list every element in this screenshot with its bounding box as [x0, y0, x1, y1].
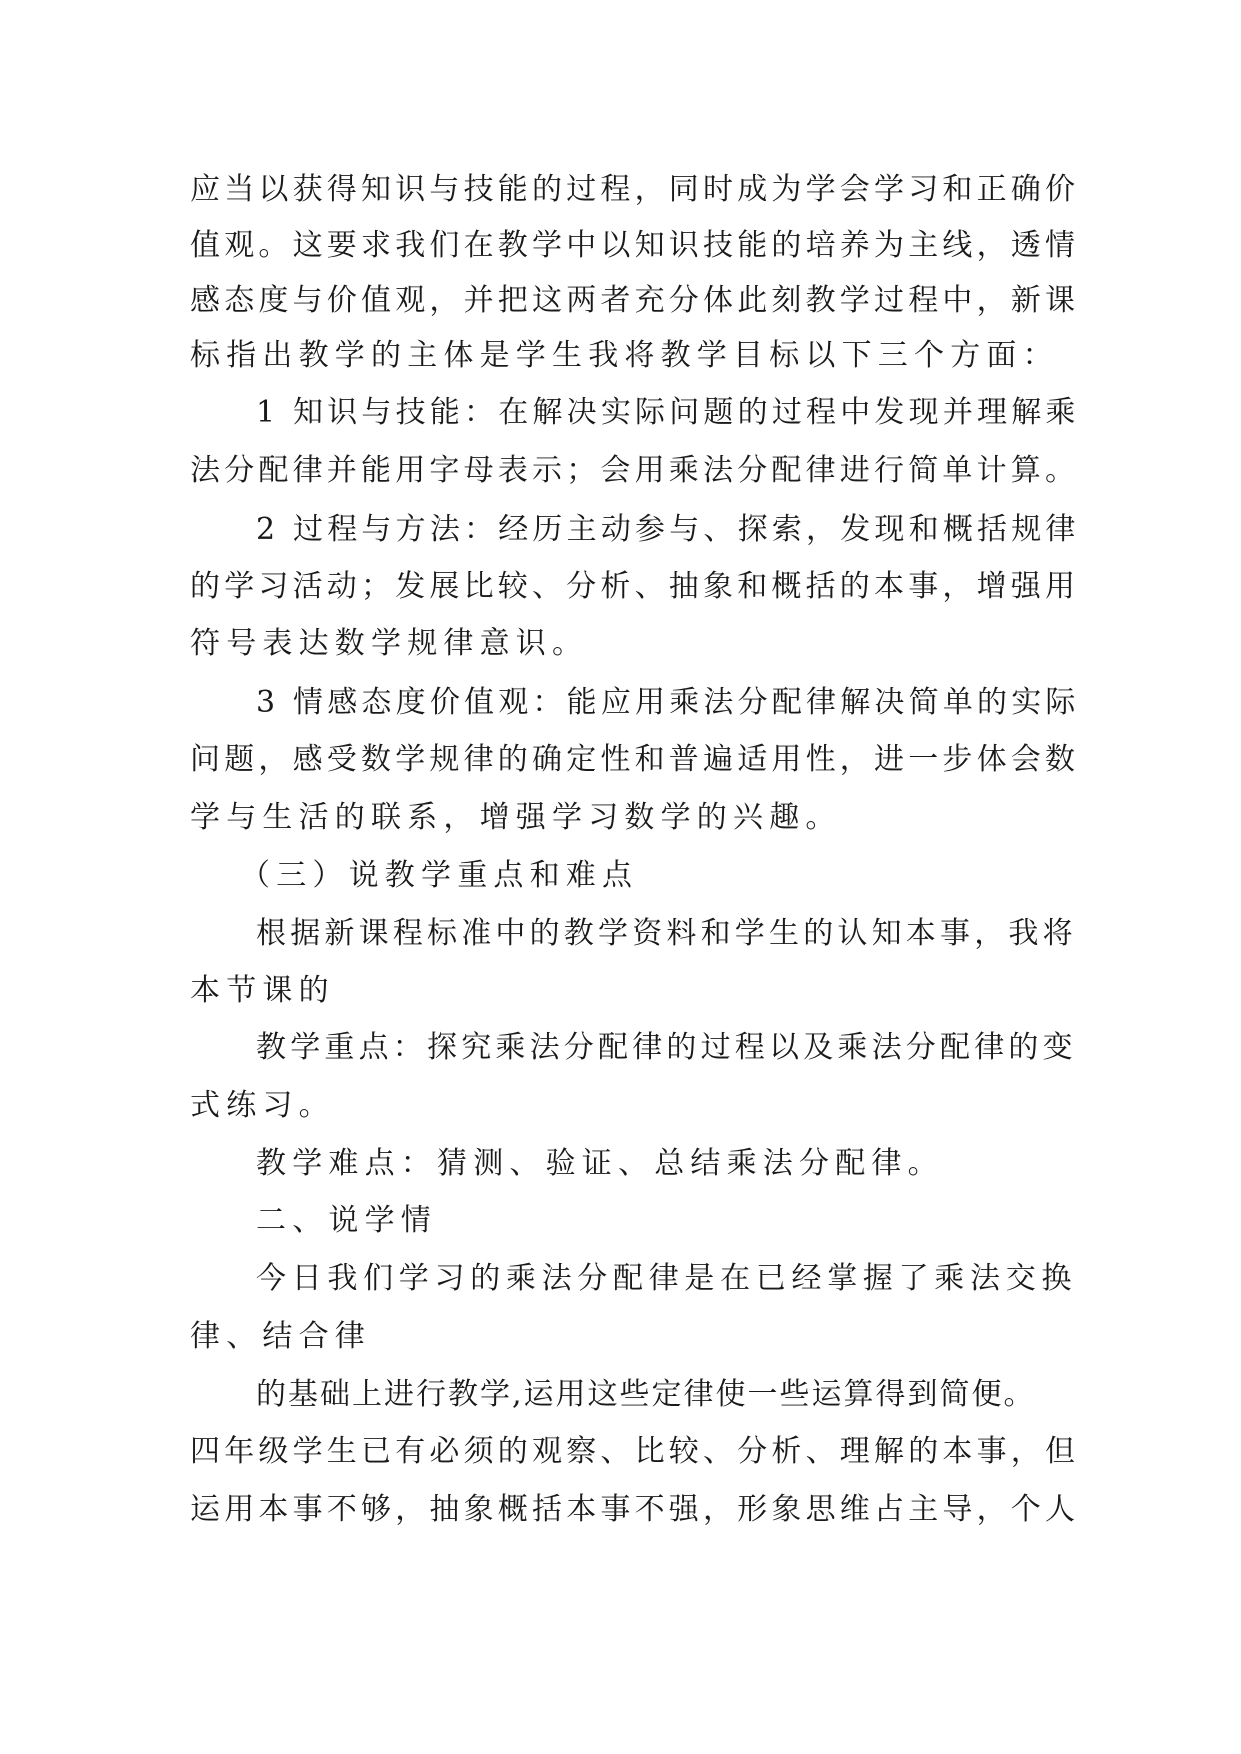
section-heading: 二、说学情 [256, 1203, 437, 1238]
text-line: 律、结合律 [190, 1319, 371, 1354]
text-line: 感态度与价值观，并把这两者充分体此刻教学过程中，新课 [190, 283, 1080, 318]
text-line: 应当以获得知识与技能的过程，同时成为学会学习和正确价 [190, 172, 1080, 207]
text-line: 四年级学生已有必须的观察、比较、分析、理解的本事，但 [190, 1434, 1080, 1469]
text-line: 的学习活动；发展比较、分析、抽象和概括的本事，增强用 [190, 569, 1080, 604]
section-heading: （三）说教学重点和难点 [240, 858, 639, 893]
text-line: 法分配律并能用字母表示；会用乘法分配律进行简单计算。 [190, 453, 1080, 488]
text-line: 教学难点：猜测、验证、总结乘法分配律。 [256, 1146, 944, 1181]
text-line: 本节课的 [190, 973, 335, 1008]
text-line: 式练习。 [190, 1088, 335, 1123]
text-line: 3 情感态度价值观：能应用乘法分配律解决简单的实际 [256, 685, 1080, 720]
text-line: 问题，感受数学规律的确定性和普遍适用性，进一步体会数 [190, 742, 1080, 777]
text-line: 标指出教学的主体是学生我将教学目标以下三个方面： [190, 338, 1059, 373]
text-line: 根据新课程标准中的教学资料和学生的认知本事，我将 [256, 916, 1077, 951]
text-line: 运用本事不够，抽象概括本事不强，形象思维占主导，个人 [190, 1492, 1080, 1527]
text-line: 的基础上进行教学,运用这些定律使一些运算得到简便。 [256, 1377, 1036, 1412]
text-line: 学与生活的联系，增强学习数学的兴趣。 [190, 800, 842, 835]
text-line: 今日我们学习的乘法分配律是在已经掌握了乘法交换 [256, 1261, 1078, 1296]
text-line: 符号表达数学规律意识。 [190, 626, 589, 661]
text-line: 2 过程与方法：经历主动参与、探索，发现和概括规律 [256, 512, 1080, 547]
text-line: 1 知识与技能：在解决实际问题的过程中发现并理解乘 [256, 395, 1080, 430]
text-line: 教学重点：探究乘法分配律的过程以及乘法分配律的变 [256, 1030, 1077, 1065]
text-line: 值观。这要求我们在教学中以知识技能的培养为主线，透情 [190, 228, 1080, 263]
